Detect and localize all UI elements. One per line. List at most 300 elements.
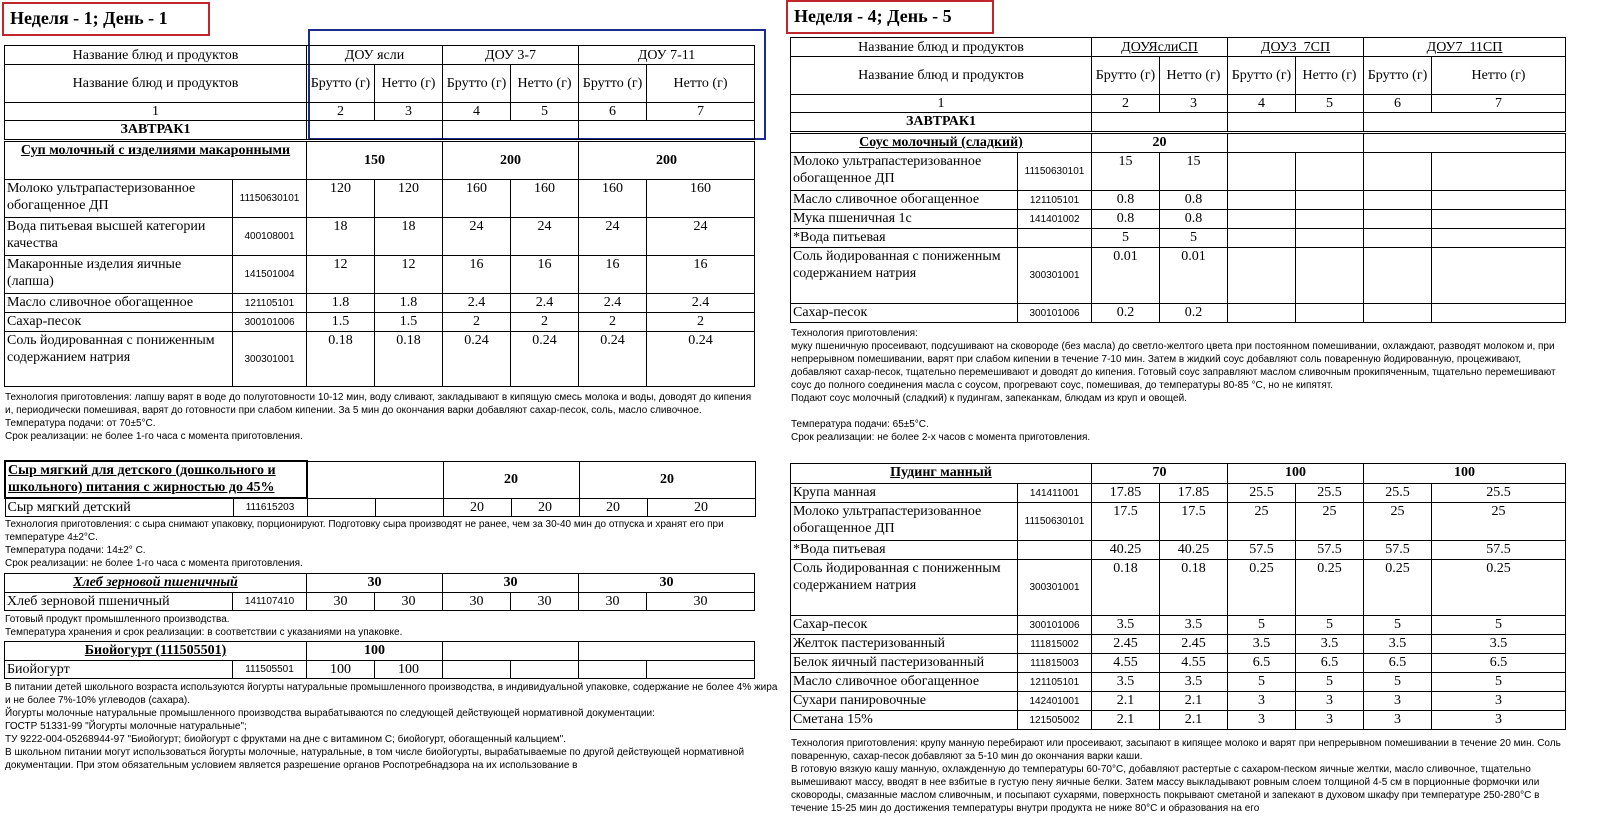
col-number: 2: [1092, 95, 1160, 113]
meal-heading: ЗАВТРАК1: [5, 121, 307, 140]
table-row: [791, 616, 1566, 635]
value-cell: [1296, 210, 1364, 229]
col-number: 7: [1432, 95, 1566, 113]
value-cell: [1432, 304, 1566, 323]
right-dish-2-table: [790, 463, 1566, 730]
value-cell: [307, 498, 375, 517]
value-cell: 30: [375, 593, 443, 611]
value-cell: [1432, 191, 1566, 210]
brutto-header: Брутто (г): [579, 65, 647, 103]
ingredient-code: 121105101: [233, 294, 307, 313]
left-table-header: [4, 45, 755, 140]
value-cell: 25.5: [1228, 484, 1296, 503]
value-cell: 3: [1364, 692, 1432, 711]
group-header: ДОУ ясли: [307, 46, 443, 65]
value-cell: 2.45: [1092, 635, 1160, 654]
value-cell: 4.55: [1160, 654, 1228, 673]
value-cell: [1432, 248, 1566, 304]
value-cell: [1432, 210, 1566, 229]
note-text: Срок реализации: не более 2-х часов с момента приготовления.: [791, 432, 1091, 443]
brutto-header: Брутто (г): [1092, 57, 1160, 95]
ingredient-code: 11150630101: [1018, 153, 1092, 191]
value-cell: 0.25: [1228, 560, 1296, 616]
value-cell: [1296, 191, 1364, 210]
value-cell: 160: [647, 180, 755, 218]
right-title: Неделя - 4; День - 5: [786, 0, 994, 34]
value-cell: 5: [1364, 673, 1432, 692]
value-cell: 5: [1432, 673, 1566, 692]
value-cell: 0.24: [579, 332, 647, 387]
note-text: Температура подачи: 14±2° С.: [5, 545, 146, 556]
ingredient-code: 141501004: [233, 256, 307, 294]
ingredient-code: 300301001: [1018, 248, 1092, 304]
ingredient-code: 300101006: [1018, 616, 1092, 635]
value-cell: 20: [443, 498, 511, 517]
left-dish-2-table: [4, 460, 756, 517]
note-text: Йогурты молочные натуральные промышленного производства вырабатываются по следующей действующей нормативной документации:: [5, 708, 655, 719]
ingredient-name: Крупа манная: [791, 484, 1018, 503]
note-text: муку пшеничную просеивают, подсушивают на сковороде (без масла) до светло-желтого цвета при постоянном помешивании, охлаждают, разводят молоком и, при непрерывном помешивании, варят при слабом кипении в течение 7-10 мин. Затем в жидкий соус добавляют соль поваренную йодированную, процеживают, добавляют сахар-песок, тщательно перемешивают и доводят до кипения. Готовый соус заправляют маслом сливочным прокипяченным, тщательно перемешивают соус до полного соединения масла с соусом, прогревают соус, помешивая, до температуры 80-85 °С, но не кипятят.: [791, 341, 1556, 391]
dish-portion: [443, 642, 579, 661]
dish-name: Суп молочный с изделиями макаронными: [5, 142, 307, 180]
ingredient-code: 300301001: [1018, 560, 1092, 616]
note-text: В готовую вязкую кашу манную, охлажденную до температуры 60-70°С, добавляют растертые с сахаром-песком яичные желтки, масло сливочное, тщательно вымешивают массу, вводят в нее взбитые в густую пену яичные белки. Затем массу выкладывают ровным слоем толщиной 4-5 см в порционные формочки или сковороды, смазанные маслом сливочным, и посыпают сухарями, поверхность покрывают сметаной и запекают в духовом шкафу при температуре 250-280°С в течение 15-25 мин до достижения температуры внутри продукта не ниже 80°С и образования на его: [791, 764, 1540, 814]
value-cell: 3: [1296, 711, 1364, 730]
ingredient-code: 141411001: [1018, 484, 1092, 503]
value-cell: 0.25: [1296, 560, 1364, 616]
value-cell: 0.18: [375, 332, 443, 387]
note-text: Подают соус молочный (сладкий) к пудингам, запеканкам, блюдам из круп и овощей.: [791, 393, 1187, 404]
value-cell: 6.5: [1296, 654, 1364, 673]
table-row: [791, 153, 1566, 191]
ingredient-name: Масло сливочное обогащенное: [791, 191, 1018, 210]
value-cell: [1296, 248, 1364, 304]
value-cell: 0.18: [1092, 560, 1160, 616]
dish-portion: 20: [1092, 134, 1228, 153]
dish-notes: [5, 518, 755, 570]
brutto-header: Брутто (г): [307, 65, 375, 103]
value-cell: 30: [647, 593, 755, 611]
group-header: ДОУ3_7СП: [1228, 38, 1364, 57]
value-cell: 57.5: [1364, 541, 1432, 560]
dish-portion: 200: [579, 142, 755, 180]
ingredient-code: 121105101: [1018, 191, 1092, 210]
value-cell: 6.5: [1364, 654, 1432, 673]
right-dish-1-table: [790, 133, 1566, 323]
value-cell: 100: [375, 661, 443, 679]
value-cell: 3: [1364, 711, 1432, 730]
value-cell: 0.24: [443, 332, 511, 387]
dish-name: Хлеб зерновой пшеничный: [5, 574, 307, 593]
left-title: Неделя - 1; День - 1: [2, 2, 210, 36]
ingredient-name: Масло сливочное обогащенное: [791, 673, 1018, 692]
table-row: [5, 498, 755, 517]
value-cell: 2.1: [1092, 692, 1160, 711]
ingredient-name: Сахар-песок: [791, 616, 1018, 635]
ingredient-name: Молоко ультрапастеризованное обогащенное ДП: [791, 503, 1018, 541]
value-cell: 3.5: [1092, 616, 1160, 635]
value-cell: [1364, 229, 1432, 248]
dish-portion: 100: [307, 642, 443, 661]
value-cell: [1228, 153, 1296, 191]
brutto-header: Брутто (г): [443, 65, 511, 103]
ingredient-name: Хлеб зерновой пшеничный: [5, 593, 233, 611]
col-name-header: Название блюд и продуктов: [5, 46, 307, 65]
value-cell: 3.5: [1092, 673, 1160, 692]
value-cell: 160: [443, 180, 511, 218]
value-cell: 2.4: [443, 294, 511, 313]
value-cell: 0.01: [1160, 248, 1228, 304]
col-number: 6: [579, 103, 647, 121]
value-cell: 30: [443, 593, 511, 611]
left-dish-1-table: [4, 141, 755, 387]
value-cell: 25: [1364, 503, 1432, 541]
ingredient-code: 141401002: [1018, 210, 1092, 229]
value-cell: 0.01: [1092, 248, 1160, 304]
value-cell: 3.5: [1296, 635, 1364, 654]
note-text: В школьном питании могут использоваться йогурты молочные, натуральные, в том числе биойогурты, вырабатываемые по другой действующей нормативной документации. При этом обязательным условием является разрешение органов Роспотребнадзора на их использование в: [5, 747, 745, 771]
value-cell: 4.55: [1092, 654, 1160, 673]
col-number: 2: [307, 103, 375, 121]
value-cell: 25.5: [1432, 484, 1566, 503]
table-row: [791, 654, 1566, 673]
value-cell: 2: [647, 313, 755, 332]
value-cell: 0.24: [511, 332, 579, 387]
value-cell: 160: [579, 180, 647, 218]
value-cell: 17.85: [1160, 484, 1228, 503]
ingredient-code: 11150630101: [1018, 503, 1092, 541]
dish-portion: 30: [443, 574, 579, 593]
value-cell: 2.1: [1160, 711, 1228, 730]
value-cell: 3: [1228, 692, 1296, 711]
table-row: [5, 294, 755, 313]
value-cell: [443, 661, 511, 679]
ingredient-code: 300101006: [1018, 304, 1092, 323]
value-cell: 6.5: [1228, 654, 1296, 673]
dish-portion: 150: [307, 142, 443, 180]
col-name-header: Название блюд и продуктов: [791, 38, 1092, 57]
value-cell: 5: [1296, 616, 1364, 635]
value-cell: [1364, 304, 1432, 323]
meal-heading: ЗАВТРАК1: [791, 113, 1092, 132]
ingredient-code: 121505002: [1018, 711, 1092, 730]
ingredient-name: Биойогурт: [5, 661, 233, 679]
value-cell: 15: [1092, 153, 1160, 191]
dish-portion: 20: [579, 461, 755, 498]
dish-notes: [5, 681, 780, 772]
ingredient-code: 300301001: [233, 332, 307, 387]
value-cell: 20: [579, 498, 647, 517]
group-header: ДОУ7_11СП: [1364, 38, 1566, 57]
group-header: ДОУ 7-11: [579, 46, 755, 65]
value-cell: [647, 661, 755, 679]
table-row: [5, 661, 755, 679]
brutto-header: Брутто (г): [1228, 57, 1296, 95]
netto-header: Нетто (г): [1432, 57, 1566, 95]
netto-header: Нетто (г): [511, 65, 579, 103]
ingredient-name: Белок яичный пастеризованный: [791, 654, 1018, 673]
dish-portion: 70: [1092, 464, 1228, 484]
value-cell: 20: [511, 498, 579, 517]
table-row: [791, 229, 1566, 248]
note-text: Технология приготовления: с сыра снимают упаковку, порционируют. Подготовку сыра производят не ранее, чем за 30-40 мин до отпуска и хранят его при температуре 4±2°С.: [5, 519, 724, 543]
value-cell: [511, 661, 579, 679]
table-row: [5, 332, 755, 387]
table-row: [5, 313, 755, 332]
right-table-header: [790, 37, 1566, 132]
note-text: ТУ 9222-004-05268944-97 "Биойогурт; биойогурт с фруктами на дне с витамином С; биойогурт, обогащенный кальцием".: [5, 734, 567, 745]
ingredient-name: Масло сливочное обогащенное: [5, 294, 233, 313]
value-cell: 17.85: [1092, 484, 1160, 503]
value-cell: 40.25: [1092, 541, 1160, 560]
ingredient-code: [1018, 229, 1092, 248]
value-cell: [1296, 229, 1364, 248]
col-number: 4: [1228, 95, 1296, 113]
dish-name: Соус молочный (сладкий): [791, 134, 1092, 153]
ingredient-name: Мука пшеничная 1с: [791, 210, 1018, 229]
value-cell: 30: [579, 593, 647, 611]
dish-name: Сыр мягкий для детского (дошкольного и школьного) питания с жирностью до 45%: [5, 461, 307, 498]
note-text: Срок реализации: не более 1-го часа с момента приготовления.: [5, 558, 303, 569]
value-cell: 160: [511, 180, 579, 218]
note-text: Температура подачи: 65±5°С.: [791, 419, 929, 430]
value-cell: 100: [307, 661, 375, 679]
note-text: Технология приготовления: лапшу варят в воде до полуготовности 10-12 мин, воду сливают, закладывают в кипящую смесь молока и воды, доводят до кипения и, периодически помешивая, варят до готовности при слабом кипении. За 5 мин до окончания варки добавляют сахар-песок, соль, масло сливочное.: [5, 392, 752, 416]
note-text: Температура хранения и срок реализации: в соответствии с указаниями на упаковке.: [5, 627, 403, 638]
col-name-header: Название блюд и продуктов: [5, 65, 307, 103]
value-cell: [579, 661, 647, 679]
value-cell: 5: [1228, 673, 1296, 692]
note-text: В питании детей школьного возраста используются йогурты натуральные промышленного производства, в индивидуальной упаковке, содержание не более 4% жира и не более 7%-10% углеводов (сахара).: [5, 682, 778, 706]
value-cell: 1.5: [375, 313, 443, 332]
value-cell: [1296, 304, 1364, 323]
value-cell: 1.8: [375, 294, 443, 313]
value-cell: [1228, 191, 1296, 210]
group-header: ДОУ 3-7: [443, 46, 579, 65]
value-cell: 16: [579, 256, 647, 294]
netto-header: Нетто (г): [1160, 57, 1228, 95]
dish-portion: 30: [579, 574, 755, 593]
note-text: ГОСТР 51331-99 "Йогурты молочные натуральные";: [5, 721, 247, 732]
ingredient-code: 11150630101: [233, 180, 307, 218]
ingredient-name: Сахар-песок: [791, 304, 1018, 323]
value-cell: 1.5: [307, 313, 375, 332]
value-cell: 0.18: [1160, 560, 1228, 616]
value-cell: 2.1: [1160, 692, 1228, 711]
ingredient-name: Соль йодированная с пониженным содержанием натрия: [5, 332, 233, 387]
value-cell: 30: [307, 593, 375, 611]
col-name-header: Название блюд и продуктов: [791, 57, 1092, 95]
note-text: Температура подачи: от 70±5°С.: [5, 418, 156, 429]
col-number: 1: [791, 95, 1092, 113]
value-cell: 2.4: [511, 294, 579, 313]
group-header: ДОУЯслиСП: [1092, 38, 1228, 57]
ingredient-name: Сахар-песок: [5, 313, 233, 332]
netto-header: Нетто (г): [375, 65, 443, 103]
ingredient-code: [1018, 541, 1092, 560]
value-cell: 5: [1092, 229, 1160, 248]
value-cell: 57.5: [1432, 541, 1566, 560]
value-cell: 25.5: [1364, 484, 1432, 503]
value-cell: 24: [443, 218, 511, 256]
ingredient-code: 111815002: [1018, 635, 1092, 654]
value-cell: 3.5: [1364, 635, 1432, 654]
table-row: [791, 484, 1566, 503]
ingredient-name: Соль йодированная с пониженным содержанием натрия: [791, 248, 1018, 304]
value-cell: [1228, 248, 1296, 304]
value-cell: 16: [647, 256, 755, 294]
dish-notes: [791, 737, 1561, 815]
value-cell: 5: [1228, 616, 1296, 635]
netto-header: Нетто (г): [1296, 57, 1364, 95]
table-row: [5, 180, 755, 218]
dish-portion: 200: [443, 142, 579, 180]
value-cell: 16: [443, 256, 511, 294]
value-cell: 2.4: [647, 294, 755, 313]
value-cell: 24: [511, 218, 579, 256]
value-cell: 3.5: [1160, 673, 1228, 692]
ingredient-name: *Вода питьевая: [791, 229, 1018, 248]
table-row: [791, 304, 1566, 323]
value-cell: 0.2: [1160, 304, 1228, 323]
value-cell: 2: [511, 313, 579, 332]
dish-notes: [5, 613, 755, 639]
col-number: 5: [511, 103, 579, 121]
value-cell: [1364, 210, 1432, 229]
value-cell: [375, 498, 443, 517]
value-cell: 5: [1296, 673, 1364, 692]
dish-name: Биойогурт (111505501): [5, 642, 307, 661]
value-cell: [1364, 191, 1432, 210]
ingredient-name: Сметана 15%: [791, 711, 1018, 730]
dish-portion: [1228, 134, 1364, 153]
table-row: [791, 560, 1566, 616]
ingredient-name: Макаронные изделия яичные (лапша): [5, 256, 233, 294]
brutto-header: Брутто (г): [1364, 57, 1432, 95]
value-cell: 120: [307, 180, 375, 218]
value-cell: 18: [375, 218, 443, 256]
table-row: [791, 673, 1566, 692]
ingredient-name: Молоко ультрапастеризованное обогащенное ДП: [5, 180, 233, 218]
value-cell: 0.8: [1160, 210, 1228, 229]
ingredient-code: 142401001: [1018, 692, 1092, 711]
dish-notes: [791, 327, 1561, 444]
value-cell: [1228, 304, 1296, 323]
col-number: 5: [1296, 95, 1364, 113]
value-cell: 2.45: [1160, 635, 1228, 654]
value-cell: 0.24: [647, 332, 755, 387]
value-cell: [1432, 153, 1566, 191]
value-cell: 0.18: [307, 332, 375, 387]
ingredient-name: Сыр мягкий детский: [5, 498, 233, 517]
table-row: [791, 635, 1566, 654]
col-number: 3: [1160, 95, 1228, 113]
ingredient-name: Сухари панировочные: [791, 692, 1018, 711]
ingredient-code: 121105101: [1018, 673, 1092, 692]
value-cell: 0.25: [1364, 560, 1432, 616]
value-cell: 3.5: [1160, 616, 1228, 635]
value-cell: 57.5: [1228, 541, 1296, 560]
table-row: [791, 541, 1566, 560]
value-cell: 3: [1296, 692, 1364, 711]
dish-name: Пудинг манный: [791, 464, 1092, 484]
value-cell: 1.8: [307, 294, 375, 313]
dish-portion: 100: [1228, 464, 1364, 484]
table-row: [791, 692, 1566, 711]
value-cell: 6.5: [1432, 654, 1566, 673]
value-cell: 25: [1228, 503, 1296, 541]
value-cell: 5: [1432, 616, 1566, 635]
value-cell: 24: [647, 218, 755, 256]
ingredient-code: 111815003: [1018, 654, 1092, 673]
ingredient-name: *Вода питьевая: [791, 541, 1018, 560]
dish-portion: [579, 642, 755, 661]
ingredient-name: Вода питьевая высшей категории качества: [5, 218, 233, 256]
table-row: [791, 191, 1566, 210]
value-cell: 0.25: [1432, 560, 1566, 616]
ingredient-name: Молоко ультрапастеризованное обогащенное ДП: [791, 153, 1018, 191]
value-cell: 15: [1160, 153, 1228, 191]
dish-portion: [1364, 134, 1566, 153]
value-cell: [1228, 210, 1296, 229]
netto-header: Нетто (г): [647, 65, 755, 103]
dish-portion: 30: [307, 574, 443, 593]
value-cell: 2: [443, 313, 511, 332]
table-row: [791, 210, 1566, 229]
col-number: 3: [375, 103, 443, 121]
table-row: [5, 218, 755, 256]
table-row: [791, 711, 1566, 730]
value-cell: 57.5: [1296, 541, 1364, 560]
value-cell: [1296, 153, 1364, 191]
value-cell: 20: [647, 498, 755, 517]
ingredient-code: 111505501: [233, 661, 307, 679]
value-cell: 16: [511, 256, 579, 294]
value-cell: 3: [1432, 692, 1566, 711]
value-cell: 18: [307, 218, 375, 256]
value-cell: [1432, 229, 1566, 248]
value-cell: 3: [1228, 711, 1296, 730]
table-row: [791, 503, 1566, 541]
ingredient-code: 400108001: [233, 218, 307, 256]
value-cell: 0.8: [1092, 210, 1160, 229]
note-text: Готовый продукт промышленного производства.: [5, 614, 230, 625]
table-row: [5, 256, 755, 294]
dish-portion: 20: [443, 461, 579, 498]
note-text: [791, 405, 1561, 418]
dish-portion: [307, 461, 443, 498]
value-cell: 3.5: [1432, 635, 1566, 654]
value-cell: 40.25: [1160, 541, 1228, 560]
value-cell: 25: [1296, 503, 1364, 541]
value-cell: 12: [307, 256, 375, 294]
col-number: 1: [5, 103, 307, 121]
note-text: Технология приготовления:: [791, 328, 918, 339]
ingredient-name: Соль йодированная с пониженным содержанием натрия: [791, 560, 1018, 616]
value-cell: [1364, 248, 1432, 304]
left-dish-4-table: [4, 641, 755, 679]
table-row: [5, 593, 755, 611]
value-cell: 0.8: [1092, 191, 1160, 210]
col-number: 6: [1364, 95, 1432, 113]
ingredient-code: 141107410: [233, 593, 307, 611]
note-text: Срок реализации: не более 1-го часа с момента приготовления.: [5, 431, 303, 442]
value-cell: 0.8: [1160, 191, 1228, 210]
ingredient-name: Желток пастеризованный: [791, 635, 1018, 654]
ingredient-code: 111615203: [233, 498, 307, 517]
value-cell: 5: [1364, 616, 1432, 635]
value-cell: 12: [375, 256, 443, 294]
